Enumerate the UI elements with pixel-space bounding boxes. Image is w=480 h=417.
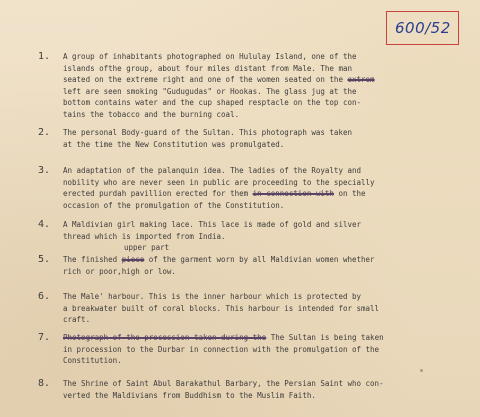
caption-line: thread which is imported from India.: [63, 231, 226, 241]
caption-line: A Maldivian girl making lace. This lace is made of gold and silver: [63, 220, 362, 229]
reference-number: 600/52: [395, 19, 451, 37]
caption-line: a breakwater built of coral blocks. This harbour is intended for small: [63, 303, 380, 313]
caption-number: 8.: [38, 378, 51, 389]
ink-speck: [420, 369, 423, 372]
caption-line: A group of inhabitants photographed on Hululay Island, one of the: [63, 52, 357, 61]
caption-line: The personal Body-guard of the Sultan. This photograph was taken: [63, 128, 352, 137]
caption-line: [63, 255, 375, 265]
caption-line: islands ofthe group, about four miles distant from Male. The man: [63, 63, 352, 73]
caption-line: The Shrine of Saint Abul Barakathul Barbary, the Persian Saint who con-: [63, 379, 384, 388]
caption-line: nobility who are never seen in public are proceeding to the specially: [63, 177, 375, 187]
caption-line: bottom contains water and the cup shaped resptacle on the top con-: [63, 98, 362, 107]
struck-out-text: piece: [121, 255, 145, 264]
caption-line: at the time the New Constitution was promulgated.: [63, 139, 285, 149]
caption-line: An adaptation of the palanquin idea. The ladies of the Royalty and: [63, 166, 362, 175]
caption-line: tains the tobacco and the burning coal.: [63, 109, 240, 119]
struck-out-text: Photograph of the procession taken during the: [63, 333, 267, 342]
struck-out-text: extrem: [347, 75, 375, 84]
caption-number: 2.: [38, 127, 51, 138]
caption-text: of the garment worn by all Maldivian women whether: [144, 255, 375, 264]
caption-text: on the: [333, 189, 366, 198]
struck-out-text: in connection with: [252, 189, 334, 198]
caption-number: 7.: [38, 332, 51, 343]
caption-text: The Sultan is being taken: [266, 333, 384, 342]
caption-text: The finished: [63, 255, 122, 264]
caption-line: The Male' harbour. This is the inner harbour which is protected by: [63, 292, 362, 301]
caption-line: [63, 189, 366, 199]
reference-stamp-box: [386, 11, 459, 45]
caption-line: rich or poor,high or low.: [63, 266, 176, 276]
caption-number: 4.: [38, 219, 51, 230]
caption-text: seated on the extreme right and one of the women seated on the: [63, 75, 348, 84]
caption-number: 1.: [38, 51, 51, 62]
caption-number: 3.: [38, 165, 51, 176]
caption-line: verted the Maldivians from Buddhism to the Muslim Faith.: [63, 390, 316, 400]
caption-line: craft.: [63, 315, 91, 324]
caption-line: in procession to the Durbar in connection with the promulgation of the: [63, 344, 380, 354]
caption-number: 6.: [38, 291, 51, 302]
caption-line: [63, 333, 384, 343]
caption-line: [63, 75, 375, 85]
caption-line: left are seen smoking "Gudugudas" or Hookas. The glass jug at the: [63, 86, 357, 96]
caption-line: occasion of the promulgation of the Constitution.: [63, 200, 285, 210]
caption-line: Constitution.: [63, 356, 122, 365]
caption-text: erected purdah pavillion erected for them: [63, 189, 253, 198]
handwritten-insertion: upper part: [124, 243, 170, 252]
caption-number: 5.: [38, 254, 51, 265]
